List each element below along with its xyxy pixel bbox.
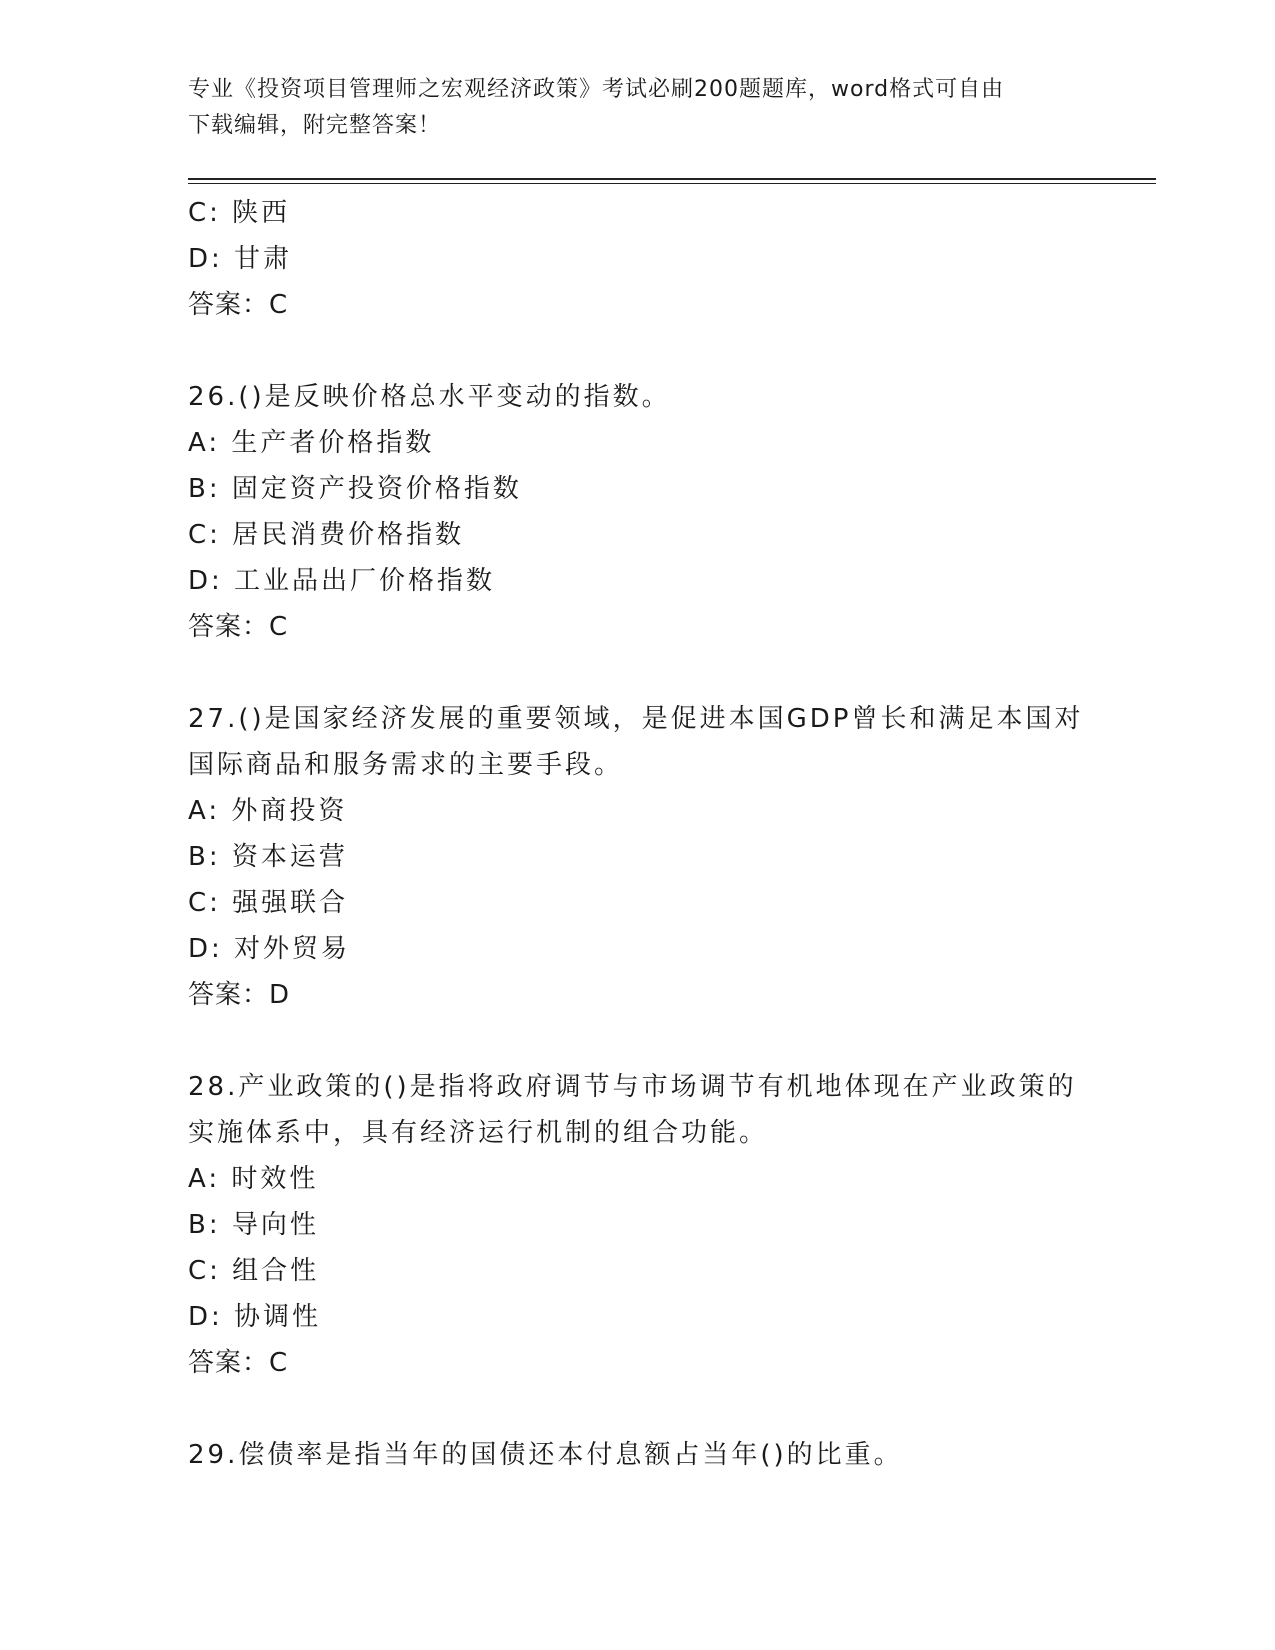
- spacer: [188, 328, 1088, 374]
- question-stem: 29.偿债率是指当年的国债还本付息额占当年()的比重。: [188, 1440, 903, 1470]
- question-stem-line-2: 实施体系中，具有经济运行机制的组合功能。: [188, 1118, 769, 1148]
- question-26: [188, 374, 1088, 650]
- header-divider-thin: [188, 183, 1156, 184]
- spacer: [188, 1386, 1088, 1432]
- document-header: [188, 72, 1088, 144]
- spacer: [188, 650, 1088, 696]
- question-stem-line-1: 27.()是国家经济发展的重要领域，是促进本国GDP曾长和满足本国对: [188, 704, 1084, 734]
- question-27: [188, 696, 1088, 1018]
- answer: 答案：C: [188, 1348, 289, 1378]
- option-a: A: 时效性: [188, 1164, 319, 1194]
- option-d: D: 协调性: [188, 1302, 322, 1332]
- question-29: [188, 1432, 1088, 1478]
- option-c: C: 陕西: [188, 198, 291, 228]
- option-c: C: 居民消费价格指数: [188, 520, 465, 550]
- option-c: C: 组合性: [188, 1256, 320, 1286]
- option-c: C: 强强联合: [188, 888, 349, 918]
- question-list: [188, 190, 1088, 1478]
- option-b: B: 资本运营: [188, 842, 348, 872]
- header-line-2: 下载编辑，附完整答案！: [188, 113, 442, 138]
- question-stem-line-2: 国际商品和服务需求的主要手段。: [188, 750, 624, 780]
- spacer: [188, 1018, 1088, 1064]
- question-stem-line-1: 28.产业政策的()是指将政府调节与市场调节有机地体现在产业政策的: [188, 1072, 1077, 1102]
- option-a: A: 外商投资: [188, 796, 348, 826]
- option-d: D: 对外贸易: [188, 934, 351, 964]
- option-b: B: 固定资产投资价格指数: [188, 474, 522, 504]
- answer: 答案：C: [188, 612, 289, 642]
- question-28: [188, 1064, 1088, 1386]
- question-stem: 26.()是反映价格总水平变动的指数。: [188, 382, 671, 412]
- answer: 答案：C: [188, 290, 289, 320]
- header-line-1: 专业《投资项目管理师之宏观经济政策》考试必刷200题题库，word格式可自由: [188, 77, 1005, 102]
- option-d: D: 甘肃: [188, 244, 293, 274]
- option-b: B: 导向性: [188, 1210, 319, 1240]
- question-25-tail: [188, 190, 1088, 328]
- option-d: D: 工业品出厂价格指数: [188, 566, 496, 596]
- option-a: A: 生产者价格指数: [188, 428, 435, 458]
- answer: 答案：D: [188, 980, 291, 1010]
- header-divider-thick: [188, 178, 1156, 180]
